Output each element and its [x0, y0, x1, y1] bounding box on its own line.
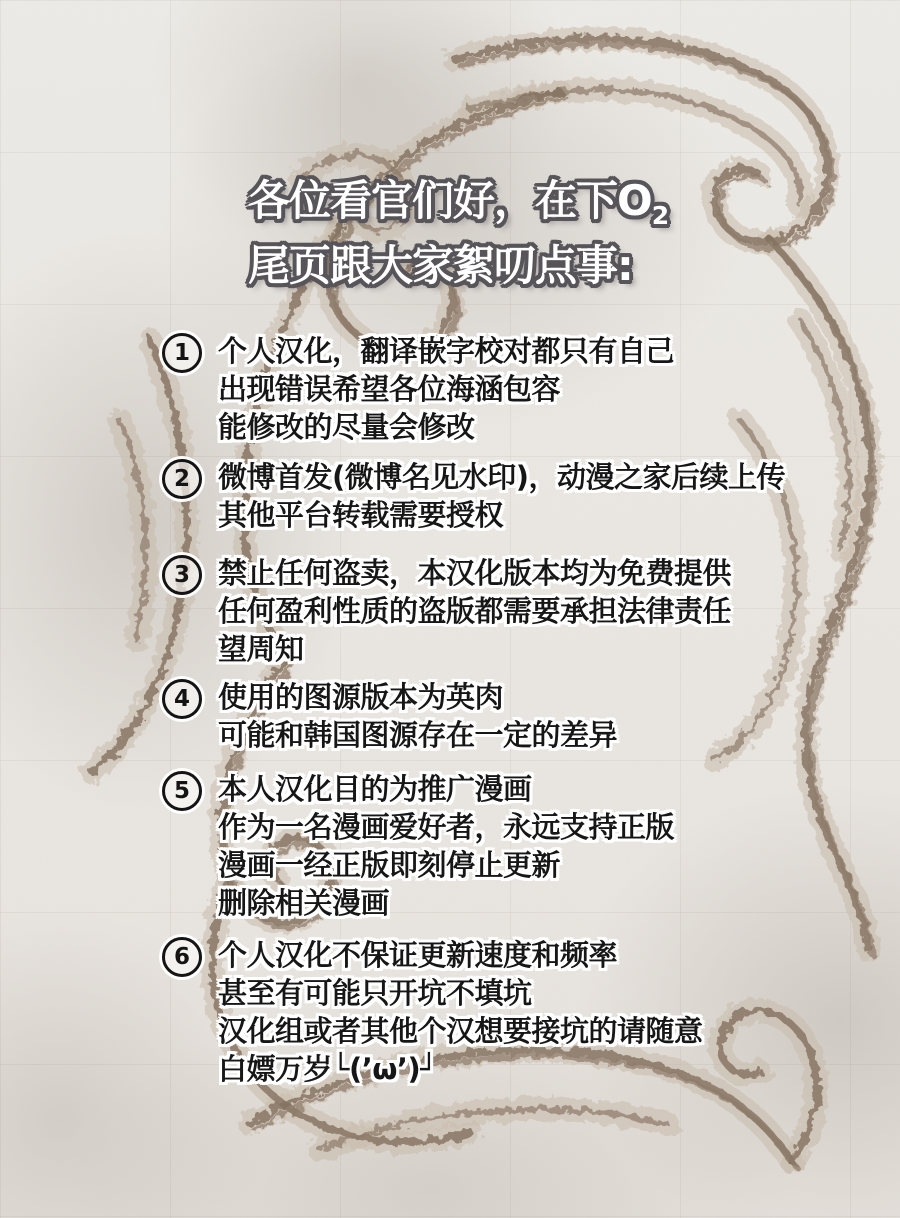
- note-number-6: 6: [162, 937, 202, 977]
- note-item-3: [162, 554, 731, 668]
- note-line: 其他平台转载需要授权: [218, 498, 504, 532]
- note-line: 使用的图源版本为英肉: [218, 680, 504, 714]
- note-4-lines: [218, 678, 617, 754]
- note-line: 微博首发(微博名见水印)，动漫之家后续上传: [218, 460, 786, 494]
- page-title: [248, 176, 669, 291]
- note-line: 个人汉化，翻译嵌字校对都只有自己: [218, 334, 675, 368]
- note-item-2: [162, 458, 785, 534]
- note-line: 出现错误希望各位海涵包容: [218, 372, 561, 406]
- note-item-4: [162, 678, 617, 754]
- note-line: 漫画一经正版即刻停止更新: [218, 848, 561, 882]
- note-line: 能修改的尽量会修改: [218, 410, 475, 444]
- title-line-2: [248, 241, 669, 291]
- note-item-5: [162, 770, 674, 922]
- note-item-1: [162, 332, 674, 446]
- note-3-lines: [218, 554, 731, 668]
- note-number-2: 2: [162, 459, 202, 499]
- title-line-1: [248, 176, 669, 241]
- title-line-1-text: 各位看官们好，在下O: [248, 176, 652, 225]
- note-line: 白嫖万岁└(’ω’)┘: [218, 1052, 438, 1086]
- note-line: 任何盈利性质的盗版都需要承担法律责任: [218, 594, 732, 628]
- note-line: 甚至有可能只开坑不填坑: [218, 976, 532, 1010]
- note-line: 本人汉化目的为推广漫画: [218, 772, 532, 806]
- note-line: 可能和韩国图源存在一定的差异: [218, 718, 618, 752]
- note-number-3: 3: [162, 555, 202, 595]
- note-line: 删除相关漫画: [218, 886, 390, 920]
- note-2-lines: [218, 458, 785, 534]
- note-number-4: 4: [162, 679, 202, 719]
- title-subscript-2: 2: [651, 201, 670, 230]
- note-line: 汉化组或者其他个汉想要接坑的请随意: [218, 1014, 703, 1048]
- note-number-1: 1: [162, 333, 202, 373]
- note-item-6: [162, 936, 703, 1088]
- title-line-2-text: 尾页跟大家絮叨点事:: [248, 241, 633, 290]
- note-line: 作为一名漫画爱好者，永远支持正版: [218, 810, 675, 844]
- note-5-lines: [218, 770, 674, 922]
- note-6-lines: [218, 936, 703, 1088]
- note-line: 望周知: [218, 632, 304, 666]
- note-number-5: 5: [162, 771, 202, 811]
- note-1-lines: [218, 332, 674, 446]
- note-line: 个人汉化不保证更新速度和频率: [218, 938, 618, 972]
- note-line: 禁止任何盗卖，本汉化版本均为免费提供: [218, 556, 732, 590]
